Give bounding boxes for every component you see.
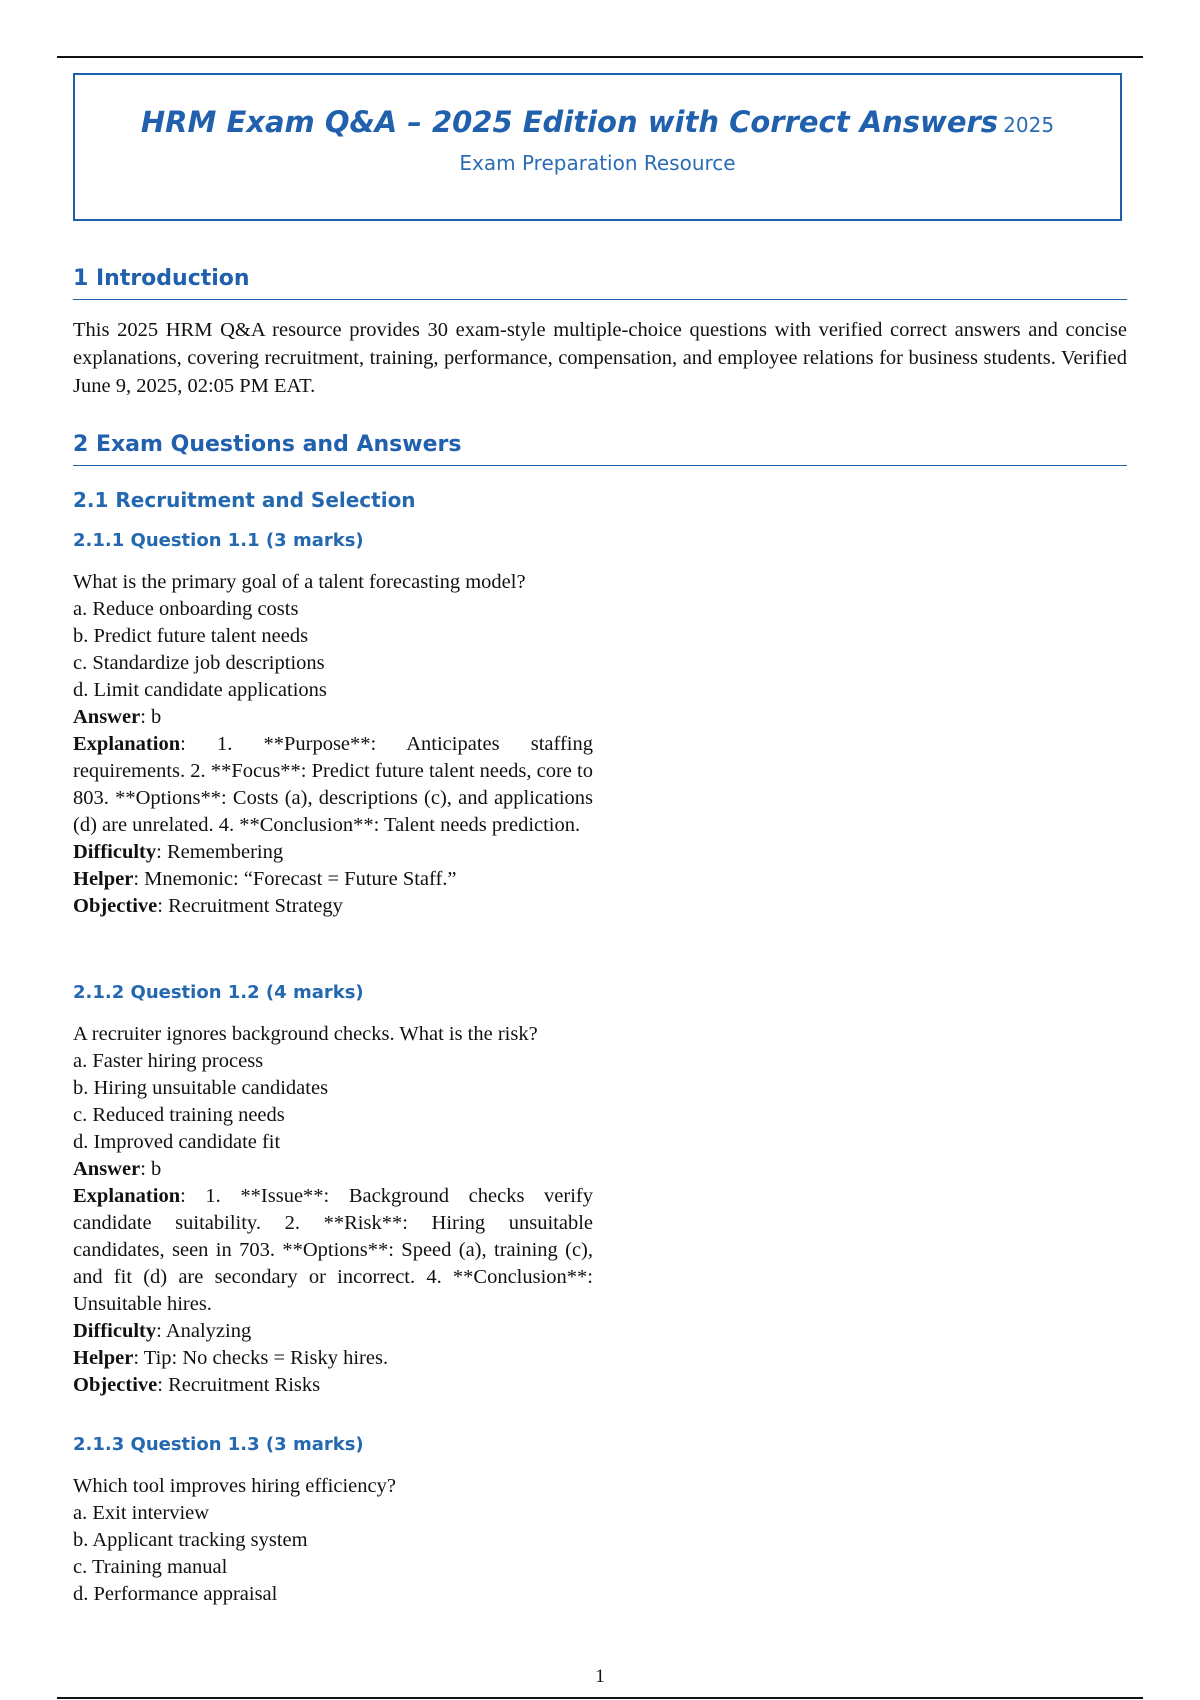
explanation-line: Explanation: 1. **Purpose**: Anticipates staffing requirements. 2. **Focus**: Predict future talent needs, core to 803. **Options**: Costs (a), descriptions (c), and applications (d) are unrelated. 4. **Conclusion**: Talent needs prediction. bbox=[73, 733, 593, 836]
section-heading-introduction: 1 Introduction bbox=[73, 266, 1127, 300]
option: d. Limit candidate applications bbox=[73, 679, 327, 701]
option: a. Faster hiring process bbox=[73, 1050, 264, 1072]
top-rule bbox=[57, 56, 1143, 58]
question-block bbox=[73, 1021, 593, 1399]
option: d. Performance appraisal bbox=[73, 1583, 278, 1605]
section-heading-exam: 2 Exam Questions and Answers bbox=[73, 432, 1127, 466]
title-box bbox=[73, 73, 1122, 221]
explanation-text: 1. **Purpose**: Anticipates staffing requirements. 2. **Focus**: Predict future talent needs, core to 803. **Options**: Costs (a), descriptions (c), and applications (d) are unrelated. 4. **Conclusion**: Talent needs prediction. bbox=[73, 733, 593, 836]
question-stem: What is the primary goal of a talent forecasting model? bbox=[73, 571, 526, 593]
document-subtitle: 2025 Exam Preparation Resource bbox=[459, 113, 1055, 175]
objective-value: Recruitment Strategy bbox=[168, 895, 343, 917]
helper-value: Mnemonic: “Forecast = Future Staff.” bbox=[144, 868, 457, 890]
difficulty-value: Remembering bbox=[166, 841, 284, 863]
option: b. Predict future talent needs bbox=[73, 625, 309, 647]
bottom-rule bbox=[57, 1697, 1143, 1699]
answer-value: b bbox=[151, 1158, 162, 1180]
question-heading: 2.1.2 Question 1.2 (4 marks) bbox=[73, 982, 364, 1003]
objective-label: Objective bbox=[73, 1374, 158, 1396]
difficulty-line: Difficulty: Remembering bbox=[73, 841, 284, 863]
objective-line: Objective: Recruitment Strategy bbox=[73, 895, 343, 917]
question-stem: A recruiter ignores background checks. What is the risk? bbox=[73, 1023, 538, 1045]
question-block bbox=[73, 569, 593, 920]
helper-value: Tip: No checks = Risky hires. bbox=[143, 1347, 389, 1369]
difficulty-value: Analyzing bbox=[165, 1320, 252, 1342]
explanation-text: 1. **Issue**: Background checks verify candidate suitability. 2. **Risk**: Hiring unsuitable candidates, seen in 703. **Options**: Speed (a), training (c), and fit (d) are secondary or incorrect. 4. **Conclusion**: Unsuitable hires. bbox=[73, 1185, 593, 1315]
helper-label: Helper bbox=[73, 1347, 134, 1369]
option: a. Exit interview bbox=[73, 1502, 210, 1524]
subsection-heading-recruitment: 2.1 Recruitment and Selection bbox=[73, 488, 416, 512]
explanation-label: Explanation bbox=[73, 1185, 181, 1207]
difficulty-line: Difficulty: Analyzing bbox=[73, 1320, 252, 1342]
difficulty-label: Difficulty bbox=[73, 841, 157, 863]
helper-line: Helper: Tip: No checks = Risky hires. bbox=[73, 1347, 389, 1369]
option: b. Applicant tracking system bbox=[73, 1529, 308, 1551]
question-heading: 2.1.1 Question 1.1 (3 marks) bbox=[73, 530, 364, 551]
answer-value: b bbox=[151, 706, 162, 728]
option: b. Hiring unsuitable candidates bbox=[73, 1077, 329, 1099]
question-heading: 2.1.3 Question 1.3 (3 marks) bbox=[73, 1434, 364, 1455]
answer-label: Answer bbox=[73, 706, 141, 728]
page-number: 1 bbox=[595, 1666, 605, 1687]
option: a. Reduce onboarding costs bbox=[73, 598, 299, 620]
option: c. Reduced training needs bbox=[73, 1104, 285, 1126]
helper-label: Helper bbox=[73, 868, 134, 890]
answer-line: Answer: b bbox=[73, 706, 162, 728]
objective-value: Recruitment Risks bbox=[168, 1374, 321, 1396]
answer-label: Answer bbox=[73, 1158, 141, 1180]
option: c. Training manual bbox=[73, 1556, 228, 1578]
explanation-label: Explanation bbox=[73, 733, 181, 755]
document-title: HRM Exam Q&A – 2025 Edition with Correct Answers bbox=[140, 105, 999, 139]
option: d. Improved candidate fit bbox=[73, 1131, 281, 1153]
helper-line: Helper: Mnemonic: “Forecast = Future Staff.” bbox=[73, 868, 457, 890]
difficulty-label: Difficulty bbox=[73, 1320, 157, 1342]
intro-paragraph: This 2025 HRM Q&A resource provides 30 exam-style multiple-choice questions with verified correct answers and concise explanations, covering recruitment, training, performance, compensation, and employee relations for business students. Verified June 9, 2025, 02:05 PM EAT. bbox=[73, 319, 1127, 397]
objective-label: Objective bbox=[73, 895, 158, 917]
objective-line: Objective: Recruitment Risks bbox=[73, 1374, 321, 1396]
answer-line: Answer: b bbox=[73, 1158, 162, 1180]
question-block bbox=[73, 1473, 593, 1608]
question-stem: Which tool improves hiring efficiency? bbox=[73, 1475, 396, 1497]
option: c. Standardize job descriptions bbox=[73, 652, 325, 674]
explanation-line: Explanation: 1. **Issue**: Background checks verify candidate suitability. 2. **Risk**: Hiring unsuitable candidates, seen in 703. **Options**: Speed (a), training (c), and fit (d) are secondary or incorrect. 4. **Conclusion**: Unsuitable hires. bbox=[73, 1185, 593, 1315]
